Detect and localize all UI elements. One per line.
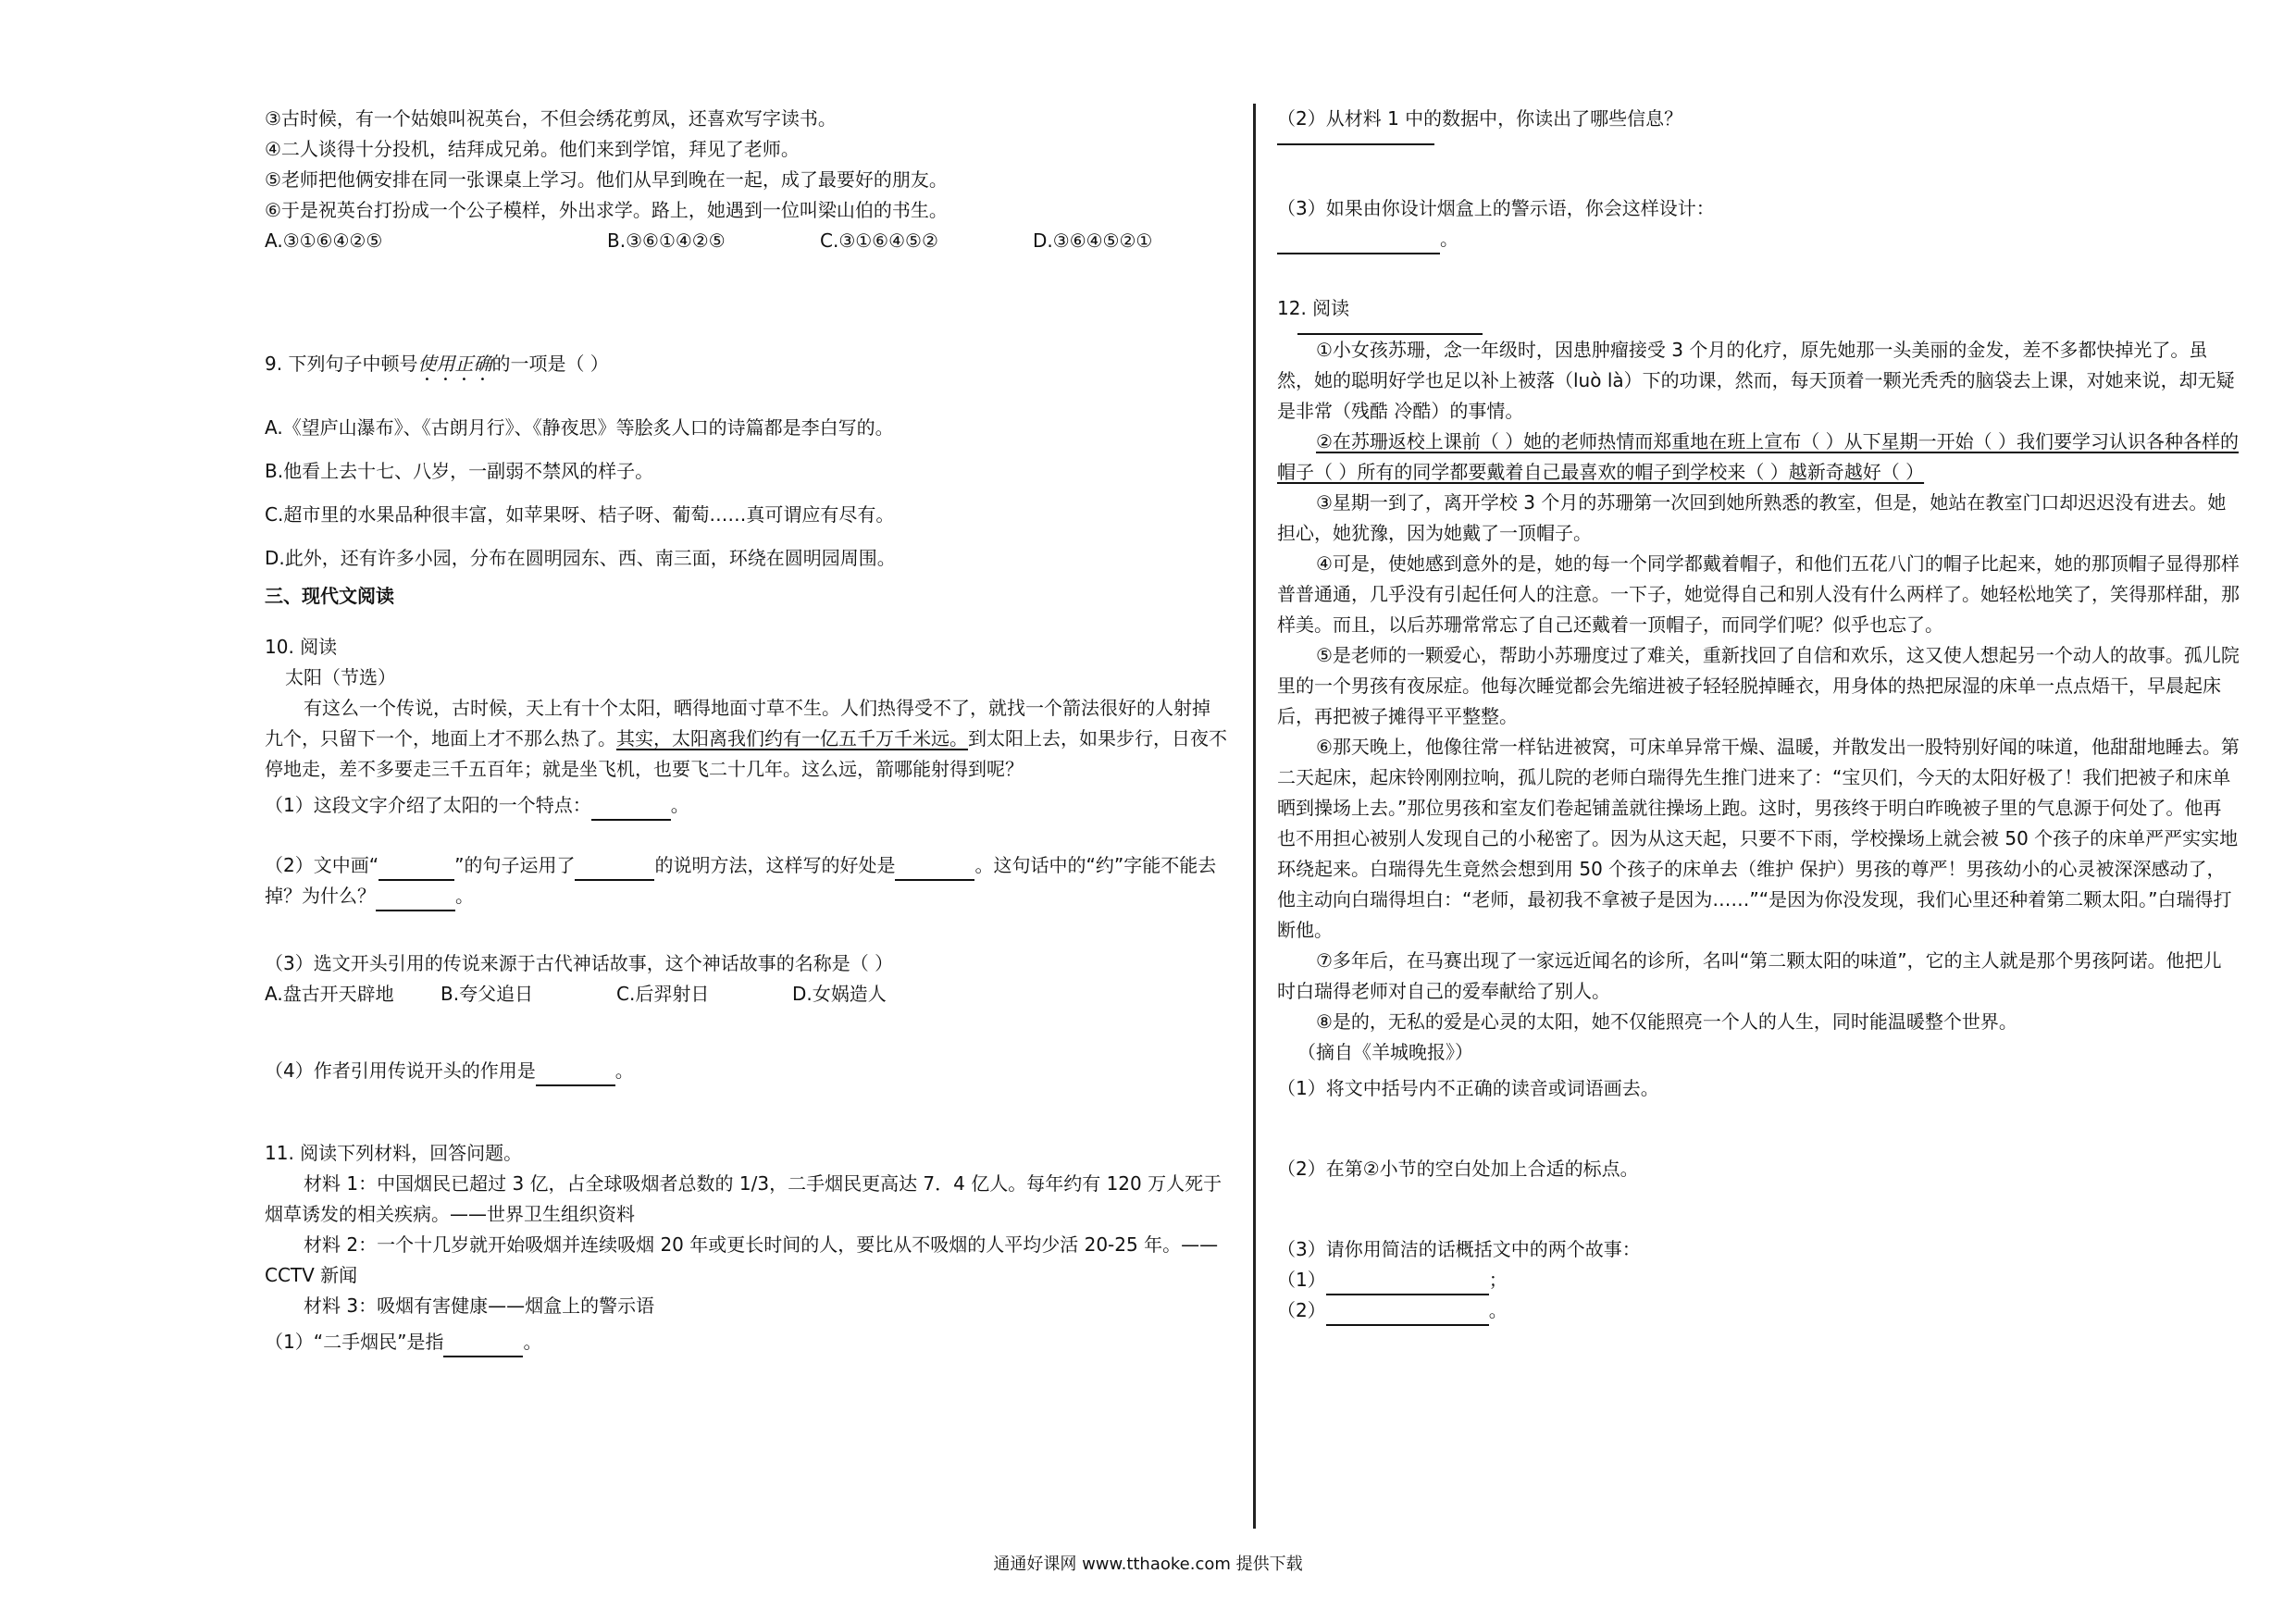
q8-sentence-5: ⑤老师把他俩安排在同一张课桌上学习。他们从早到晚在一起，成了最要好的朋友。 — [265, 168, 948, 191]
answer-blank[interactable] — [591, 799, 671, 821]
q10-sub4 — [265, 1056, 1227, 1086]
q12-sub3: （3）请你用简洁的话概括文中的两个故事： — [1277, 1238, 1641, 1260]
q8-options — [265, 226, 1227, 256]
page-footer: 通通好课网 www.tthaoke.com 提供下载 — [993, 1555, 1303, 1574]
q9-stem-pre: 9. 下列句子中顿号 — [265, 353, 418, 375]
answer-blank[interactable] — [536, 1064, 615, 1086]
q8-option-a: A.③①⑥④②⑤ — [265, 229, 383, 252]
q12-heading: 12. 阅读 — [1277, 297, 1350, 319]
q11-sub3-answer — [1277, 224, 2240, 254]
q12-paragraph-2: ②在苏珊返校上课前（ ）她的老师热情而郑重地在班上宣布（ ）从下星期一开始（ ）我们要学习认识各种各样的帽子（ ）所有的同学都要戴着自己最喜欢的帽子到学校来（ ）越新奇越好（ ） — [1277, 430, 2240, 483]
q9-option-d: D.此外，还有许多小园，分布在圆明园东、西、南三面，环绕在圆明园周围。 — [265, 547, 896, 569]
q10-passage-b: 到太阳上去，如果步行，日夜不停地走，差不多要走三千五百年；就是坐飞机，也要飞二十几年。这么远，箭哪能射得到呢？ — [265, 727, 1227, 780]
q10-sub1 — [265, 790, 1227, 821]
q10-option-d: D.女娲造人 — [792, 983, 887, 1005]
q10-sub2-d: 。这句话中的“约”字能不能去掉？为什么？ — [265, 854, 1217, 907]
q12-paragraph-4: ④可是，使她感到意外的是，她的每一个同学都戴着帽子，和他们五花八门的帽子比起来，她的那顶帽子显得那样普普通通，几乎没有引起任何人的注意。一下子，她觉得自己和别人没有什么两样了。她轻松地笑了，笑得那样甜，那样美。而且，以后苏珊常常忘了自己还戴着一顶帽子，而同学们呢？似乎也忘了。 — [1277, 552, 2240, 636]
q12-sub2: （2）在第②小节的空白处加上合适的标点。 — [1277, 1158, 1639, 1180]
q9-option-a: A.《望庐山瀑布》、《古朗月行》、《静夜思》等脍炙人口的诗篇都是李白写的。 — [265, 416, 894, 439]
q12-paragraph-7: ⑦多年后，在马赛出现了一家远近闻名的诊所，名叫“第二颗太阳的味道”，它的主人就是那个男孩阿诺。他把儿时白瑞得老师对自己的爱奉献给了别人。 — [1277, 949, 2222, 1002]
q11-heading: 11. 阅读下列材料，回答问题。 — [265, 1142, 523, 1164]
q10-heading: 10. 阅读 — [265, 636, 338, 658]
q12-sub3-label-2: （2） — [1277, 1299, 1326, 1321]
q12-paragraph-5: ⑤是老师的一颗爱心，帮助小苏珊度过了难关，重新找回了自信和欢乐，这又使人想起另一个动人的故事。孤儿院里的一个男孩有夜尿症。他每次睡觉都会先缩进被子轻轻脱掉睡衣，用身体的热把尿湿的床单一点点焐干，早晨起床后，再把被子摊得平平整整。 — [1277, 644, 2240, 727]
answer-blank[interactable] — [1326, 1304, 1489, 1326]
q12-sub1: （1）将文中括号内不正确的读音或词语画去。 — [1277, 1077, 1659, 1099]
period: 。 — [1440, 228, 1458, 250]
right-column — [1277, 104, 2240, 1326]
q10-sub1-text: （1）这段文字介绍了太阳的一个特点： — [265, 794, 591, 816]
q12-source: （摘自《羊城晚报》） — [1297, 1041, 1473, 1063]
period: 。 — [523, 1331, 542, 1353]
q12-sub3-line1 — [1277, 1265, 2240, 1295]
q8-sentence-6: ⑥于是祝英台打扮成一个公子模样，外出求学。路上，她遇到一位叫梁山伯的书生。 — [265, 199, 948, 221]
period: 。 — [670, 794, 689, 816]
q11-material-1: 材料 1：中国烟民已超过 3 亿，占全球吸烟者总数的 1/3，二手烟民更高达 7．4 亿人。每年约有 120 万人死于烟草诱发的相关疾病。——世界卫生组织资料 — [265, 1172, 1222, 1225]
q11-material-3: 材料 3：吸烟有害健康——烟盒上的警示语 — [304, 1295, 655, 1317]
q10-sub2-c: 的说明方法，这样写的好处是 — [654, 854, 896, 876]
q11-sub1 — [265, 1327, 1227, 1357]
q10-passage — [265, 693, 1227, 785]
q11-sub2: （2）从材料 1 中的数据中，你读出了哪些信息？ — [1277, 107, 1683, 130]
q9-option-b: B.他看上去十七、八岁，一副弱不禁风的样子。 — [265, 460, 654, 482]
period: 。 — [1488, 1299, 1508, 1321]
answer-blank[interactable] — [376, 889, 455, 911]
q9-stem-emphasis: 使用正确 — [417, 353, 492, 375]
q10-sub4-text: （4）作者引用传说开头的作用是 — [265, 1059, 536, 1082]
left-column — [265, 104, 1227, 1357]
q9-stem — [265, 349, 1227, 385]
answer-blank[interactable] — [1326, 1273, 1489, 1295]
q10-sub3: （3）选文开头引用的传说来源于古代神话故事，这个神话故事的名称是（ ） — [265, 952, 894, 974]
q12-sub3-line2 — [1277, 1295, 2240, 1326]
q12-paragraph-1: ①小女孩苏珊，念一年级时，因患肿瘤接受 3 个月的化疗，原先她那一头美丽的金发，差不多都快掉光了。虽然，她的聪明好学也足以补上被落（luò là）下的功课，然而，每天顶着一颗光秃秃的脑袋去上课，对她来说，却无疑是非常（残酷 冷酷）的事情。 — [1277, 339, 2235, 422]
period: 。 — [455, 885, 474, 907]
q9-option-c: C.超市里的水果品种很丰富，如苹果呀、桔子呀、葡萄……真可谓应有尽有。 — [265, 503, 895, 526]
q10-option-c: C.后羿射日 — [616, 983, 710, 1005]
q10-underlined-sentence: 其实，太阳离我们约有一亿五千万千米远。 — [616, 727, 968, 750]
q11-sub1-text: （1）“二手烟民”是指 — [265, 1331, 444, 1353]
q11-material-2: 材料 2：一个十几岁就开始吸烟并连续吸烟 20 年或更长时间的人，要比从不吸烟的人平均少活 20-25 年。——CCTV 新闻 — [265, 1233, 1219, 1286]
q10-passage-a: 有这么一个传说，古时候，天上有十个太阳，晒得地面寸草不生。人们热得受不了，就找一个箭法很好的人射掉九个，只留下一个，地面上才不那么热了。 — [265, 697, 1210, 750]
answer-blank[interactable] — [379, 859, 454, 881]
q11-sub3: （3）如果由你设计烟盒上的警示语，你会这样设计： — [1277, 197, 1715, 219]
q8-sentence-4: ④二人谈得十分投机，结拜成兄弟。他们来到学馆，拜见了老师。 — [265, 138, 800, 160]
q10-option-a: A.盘古开天辟地 — [265, 983, 394, 1005]
q8-option-d: D.③⑥④⑤②① — [1033, 229, 1153, 252]
q10-option-b: B.夸父追日 — [441, 983, 534, 1005]
q8-option-b: B.③⑥①④②⑤ — [607, 229, 726, 252]
q10-sub2 — [265, 850, 1227, 911]
answer-blank[interactable] — [443, 1335, 523, 1357]
q12-paragraph-8: ⑧是的，无私的爱是心灵的太阳，她不仅能照亮一个人的人生，同时能温暖整个世界。 — [1316, 1010, 2017, 1033]
q8-sentence-3: ③古时候，有一个姑娘叫祝英台，不但会绣花剪凤，还喜欢写字读书。 — [265, 107, 837, 130]
q10-passage-title: 太阳（节选） — [285, 666, 396, 688]
q10-sub2-b: ”的句子运用了 — [454, 854, 576, 876]
q12-sub3-label-1: （1） — [1277, 1269, 1326, 1291]
section-3-heading: 三、现代文阅读 — [265, 585, 394, 607]
semicolon: ； — [1488, 1269, 1508, 1291]
q10-sub3-options — [265, 979, 1227, 1010]
period: 。 — [614, 1059, 634, 1082]
q8-option-c: C.③①⑥④⑤② — [820, 229, 938, 252]
q12-paragraph-6: ⑥那天晚上，他像往常一样钻进被窝，可床单异常干燥、温暖，并散发出一股特别好闻的味道，他甜甜地睡去。第二天起床，起床铃刚刚拉响，孤儿院的老师白瑞得先生推门进来了：“宝贝们，今天的太阳好极了！我们把被子和床单晒到操场上去。”那位男孩和室友们卷起铺盖就往操场上跑。这时，男孩终于明白昨晚被子里的气息源于何处了。他再也不用担心被别人发现自己的小秘密了。因为从这天起，只要不下雨，学校操场上就会被 50 个孩子的床单严严实实地环绕起来。白瑞得先生竟然会想到用 50 个孩子的床单去（维护 保护）男孩的尊严！男孩幼小的心灵被深深感动了，他主动向白瑞得坦白：“老师，最初我不拿被子是因为……”“是因为你没发现，我们心里还种着第二颗太阳。”白瑞得打断他。 — [1277, 736, 2240, 941]
q9-stem-post: 的一项是（ ） — [491, 353, 609, 375]
answer-blank[interactable] — [1277, 232, 1440, 254]
q10-sub2-a: （2）文中画“ — [265, 854, 379, 876]
column-divider — [1253, 104, 1256, 1529]
answer-blank[interactable] — [895, 859, 974, 881]
q12-paragraph-3: ③星期一到了，离开学校 3 个月的苏珊第一次回到她所熟悉的教室，但是，她站在教室门口却迟迟没有进去。她担心，她犹豫，因为她戴了一顶帽子。 — [1277, 491, 2227, 544]
answer-blank[interactable] — [575, 859, 654, 881]
